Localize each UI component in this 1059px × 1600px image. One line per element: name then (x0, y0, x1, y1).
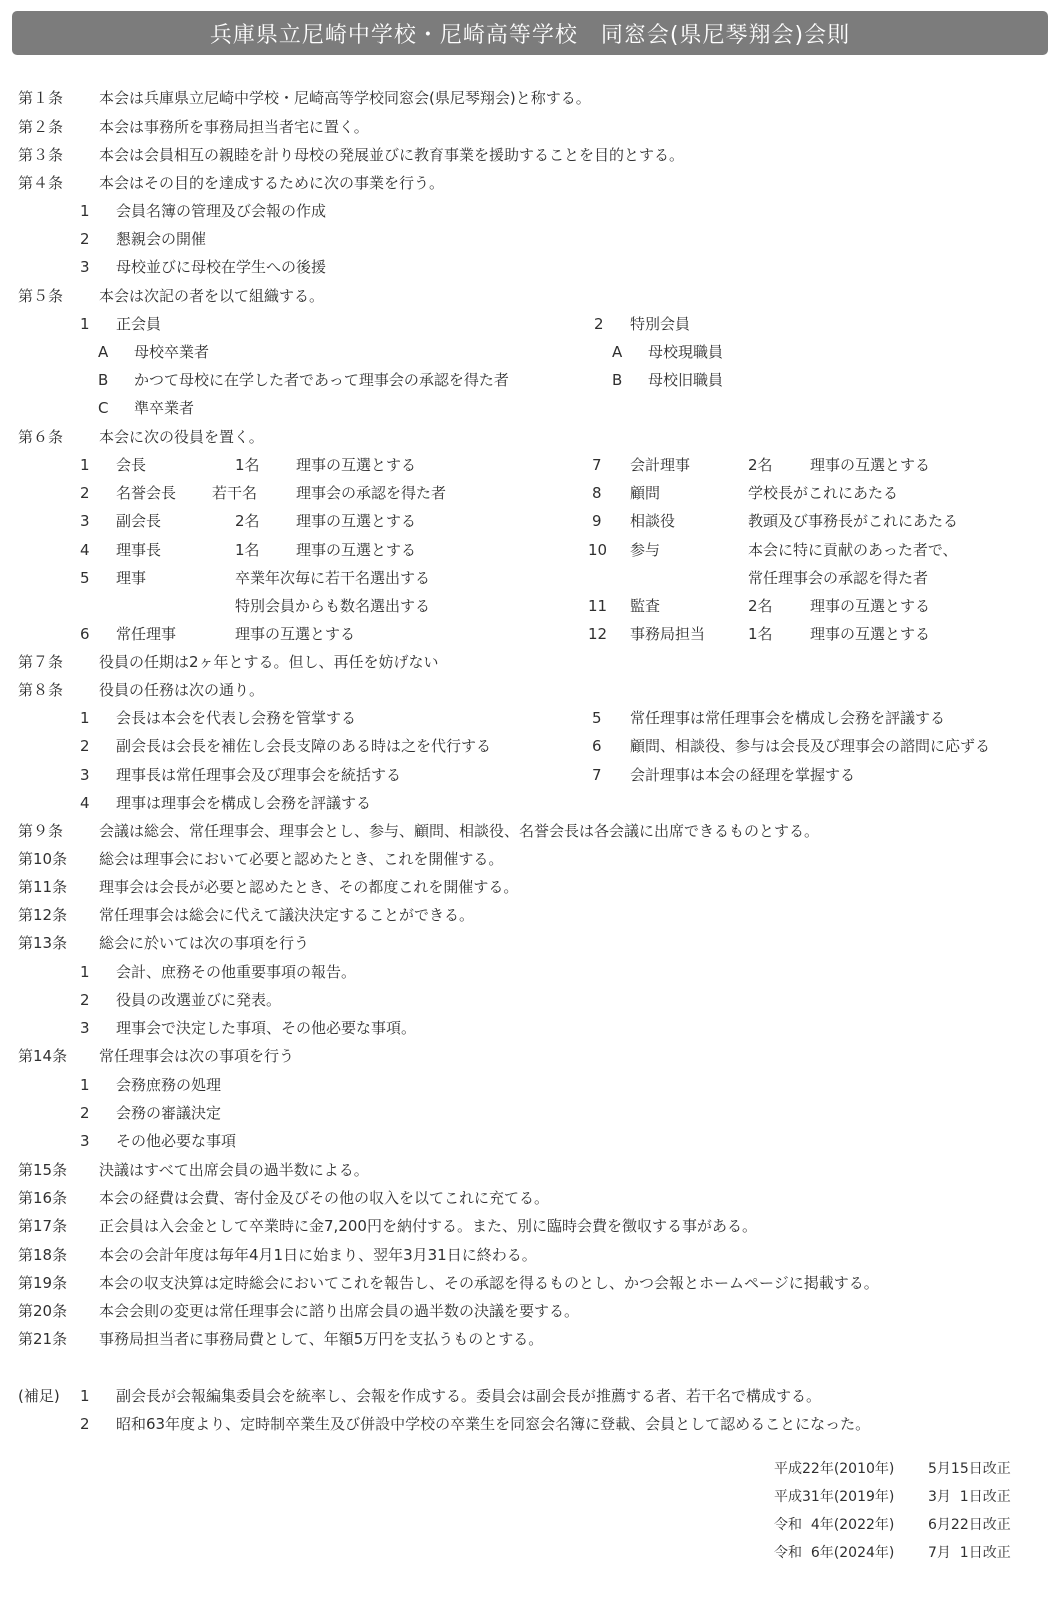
item-number: 2 (80, 1104, 90, 1122)
item-number: 3 (80, 258, 90, 276)
revision-date: 7月 1日改正 (928, 1545, 1011, 1561)
article-label: 第18条 (18, 1246, 68, 1264)
article-text: 本会の会計年度は毎年4月1日に始まり、翌年3月31日に終わる。 (99, 1246, 537, 1264)
member-type-number: 1 (80, 315, 90, 333)
officer-count: 1名 (235, 541, 260, 559)
member-subitem-text: かつて母校に在学した者であって理事会の承認を得た者 (134, 371, 509, 389)
duty-text: 会長は本会を代表し会務を管掌する (116, 709, 357, 727)
officer-role: 副会長 (116, 512, 162, 530)
officer-number: 1 (80, 456, 90, 474)
member-type-title: 特別会員 (630, 315, 691, 333)
officer-number: 10 (588, 541, 608, 559)
revision-era: 令和 4年(2022年) (774, 1517, 895, 1533)
duty-number: 2 (80, 737, 90, 755)
officer-count: 2名 (235, 512, 260, 530)
officer-desc: 卒業年次毎に若干名選出する (235, 569, 431, 587)
officer-desc: 教頭及び事務長がこれにあたる (748, 512, 959, 530)
member-type-title: 正会員 (116, 315, 162, 333)
item-text: その他必要な事項 (116, 1132, 237, 1150)
officer-number: 3 (80, 512, 90, 530)
article-label: 第14条 (18, 1047, 68, 1065)
item-text: 会務の審議決定 (116, 1104, 222, 1122)
officer-role: 顧問 (630, 484, 661, 502)
article-text: 総会に於いては次の事項を行う (99, 934, 310, 952)
duty-text: 副会長は会長を補佐し会長支障のある時は之を代行する (116, 737, 492, 755)
article-text: 決議はすべて出席会員の過半数による。 (99, 1161, 369, 1179)
item-text: 会務庶務の処理 (116, 1076, 222, 1094)
article-text: 正会員は入会金として卒業時に金7,200円を納付する。また、別に臨時会費を徴収する事がある。 (99, 1217, 757, 1235)
officer-role: 名誉会長 (116, 484, 177, 502)
officer-desc: 理事の互選とする (810, 597, 931, 615)
officer-number: 8 (592, 484, 602, 502)
officer-number: 4 (80, 541, 90, 559)
duty-text: 常任理事は常任理事会を構成し会務を評議する (630, 709, 946, 727)
officer-role: 事務局担当 (630, 625, 706, 643)
member-subitem-key: B (612, 371, 623, 389)
article-label: 第16条 (18, 1189, 68, 1207)
article-label: 第11条 (18, 878, 68, 896)
revision-era: 平成31年(2019年) (774, 1489, 895, 1505)
item-text: 会員名簿の管理及び会報の作成 (116, 202, 327, 220)
officer-count: 1名 (235, 456, 260, 474)
duty-text: 会計理事は本会の経理を掌握する (630, 766, 856, 784)
officer-role: 会長 (116, 456, 147, 474)
item-text: 母校並びに母校在学生への後援 (116, 258, 327, 276)
officer-number: 12 (588, 625, 608, 643)
member-subitem-text: 準卒業者 (134, 399, 195, 417)
officer-desc: 本会に特に貢献のあった者で、 (748, 541, 958, 559)
item-number: 1 (80, 1076, 90, 1094)
officer-number: 11 (588, 597, 608, 615)
article-label: 第４条 (18, 174, 64, 192)
article-label: 第８条 (18, 681, 64, 699)
officer-role: 会計理事 (630, 456, 691, 474)
item-text: 懇親会の開催 (116, 230, 207, 248)
officer-role: 常任理事 (116, 625, 177, 643)
officer-count: 1名 (748, 625, 773, 643)
officer-number: 9 (592, 512, 602, 530)
officer-desc: 学校長がこれにあたる (748, 484, 899, 502)
article-text: 本会は事務所を事務局担当者宅に置く。 (99, 118, 369, 136)
officer-desc: 理事会の承認を得た者 (296, 484, 447, 502)
officer-count: 2名 (748, 597, 773, 615)
officer-role: 相談役 (630, 512, 676, 530)
officer-desc: 理事の互選とする (810, 625, 931, 643)
article-text: 役員の任務は次の通り。 (99, 681, 265, 699)
officer-number: 5 (80, 569, 90, 587)
article-label: 第５条 (18, 287, 64, 305)
duty-number: 5 (592, 709, 602, 727)
officer-desc: 理事の互選とする (235, 625, 356, 643)
item-text: 役員の改選並びに発表。 (116, 991, 282, 1009)
item-number: 3 (80, 1019, 90, 1037)
member-subitem-key: A (98, 343, 109, 361)
article-text: 本会に次の役員を置く。 (99, 428, 264, 446)
revision-era: 平成22年(2010年) (774, 1461, 895, 1477)
duty-number: 4 (80, 794, 90, 812)
article-text: 総会は理事会において必要と認めたとき、これを開催する。 (99, 850, 504, 868)
officer-role: 理事 (116, 569, 147, 587)
item-number: 2 (80, 991, 90, 1009)
officer-desc: 理事の互選とする (296, 512, 417, 530)
item-number: 1 (80, 202, 90, 220)
article-label: 第15条 (18, 1161, 68, 1179)
duty-number: 6 (592, 737, 602, 755)
article-text: 本会は兵庫県立尼崎中学校・尼崎高等学校同窓会(県尼琴翔会)と称する。 (99, 89, 591, 107)
officer-role: 参与 (630, 541, 661, 559)
article-text: 理事会は会長が必要と認めたとき、その都度これを開催する。 (99, 878, 519, 896)
article-label: 第１条 (18, 89, 64, 107)
duty-text: 顧問、相談役、参与は会長及び理事会の諮問に応ずる (630, 737, 991, 755)
member-subitem-text: 母校旧職員 (648, 371, 724, 389)
document-title-bar (12, 11, 1048, 55)
officer-count: 若干名 (212, 484, 258, 502)
article-text: 本会の経費は会費、寄付金及びその他の収入を以てこれに充てる。 (99, 1189, 550, 1207)
duty-text: 理事は理事会を構成し会務を評議する (116, 794, 372, 812)
item-text: 理事会で決定した事項、その他必要な事項。 (116, 1019, 417, 1037)
article-text: 役員の任期は2ヶ年とする。但し、再任を妨げない (99, 653, 439, 671)
supplement-text: 昭和63年度より、定時制卒業生及び併設中学校の卒業生を同窓会名簿に登載、会員として認めることになった。 (116, 1415, 871, 1433)
officer-desc: 理事の互選とする (296, 456, 417, 474)
revision-era: 令和 6年(2024年) (774, 1545, 895, 1561)
revision-date: 6月22日改正 (928, 1517, 1011, 1533)
officer-desc: 理事の互選とする (810, 456, 931, 474)
officer-number: 2 (80, 484, 90, 502)
officer-role: 監査 (630, 597, 661, 615)
revision-date: 3月 1日改正 (928, 1489, 1011, 1505)
document-title: 兵庫県立尼崎中学校・尼崎高等学校 同窓会(県尼琴翔会)会則 (209, 22, 851, 48)
article-label: 第12条 (18, 906, 68, 924)
duty-number: 7 (592, 766, 602, 784)
supplement-number: 2 (80, 1415, 90, 1433)
article-label: 第19条 (18, 1274, 68, 1292)
item-text: 会計、庶務その他重要事項の報告。 (116, 963, 357, 981)
item-number: 2 (80, 230, 90, 248)
officer-role: 理事長 (116, 541, 162, 559)
member-subitem-key: B (98, 371, 109, 389)
member-type-number: 2 (594, 315, 604, 333)
article-label: 第20条 (18, 1302, 68, 1320)
duty-text: 理事長は常任理事会及び理事会を統括する (116, 766, 402, 784)
member-subitem-key: C (98, 399, 109, 417)
supplement-label: (補足) (18, 1387, 60, 1405)
article-label: 第７条 (18, 653, 64, 671)
article-label: 第21条 (18, 1330, 68, 1348)
officer-desc: 理事の互選とする (296, 541, 417, 559)
article-text: 常任理事会は次の事項を行う (99, 1047, 295, 1065)
duty-number: 3 (80, 766, 90, 784)
member-subitem-text: 母校卒業者 (134, 343, 210, 361)
officer-desc: 常任理事会の承認を得た者 (748, 569, 929, 587)
article-text: 常任理事会は総会に代えて議決決定することができる。 (99, 906, 475, 924)
item-number: 1 (80, 963, 90, 981)
duty-number: 1 (80, 709, 90, 727)
article-label: 第17条 (18, 1217, 68, 1235)
article-text: 本会の収支決算は定時総会においてこれを報告し、その承認を得るものとし、かつ会報とホームページに掲載する。 (99, 1274, 879, 1292)
revision-date: 5月15日改正 (928, 1461, 1011, 1477)
article-text: 本会は会員相互の親睦を計り母校の発展並びに教育事業を援助することを目的とする。 (99, 146, 685, 164)
article-text: 本会会則の変更は常任理事会に諮り出席会員の過半数の決議を要する。 (99, 1302, 580, 1320)
article-label: 第６条 (18, 428, 64, 446)
officer-count: 2名 (748, 456, 773, 474)
officer-number: 6 (80, 625, 90, 643)
supplement-text: 副会長が会報編集委員会を統率し、会報を作成する。委員会は副会長が推薦する者、若干名で構成する。 (116, 1387, 822, 1405)
article-text: 本会はその目的を達成するために次の事業を行う。 (99, 174, 445, 192)
item-number: 3 (80, 1132, 90, 1150)
article-label: 第９条 (18, 822, 64, 840)
article-label: 第２条 (18, 118, 64, 136)
officer-number: 7 (592, 456, 602, 474)
article-label: 第13条 (18, 934, 68, 952)
article-text: 会議は総会、常任理事会、理事会とし、参与、顧問、相談役、名誉会長は各会議に出席できるものとする。 (99, 822, 820, 840)
article-label: 第３条 (18, 146, 64, 164)
officer-desc: 特別会員からも数名選出する (235, 597, 431, 615)
member-subitem-text: 母校現職員 (648, 343, 724, 361)
supplement-number: 1 (80, 1387, 90, 1405)
member-subitem-key: A (612, 343, 623, 361)
article-label: 第10条 (18, 850, 68, 868)
article-text: 事務局担当者に事務局費として、年額5万円を支払うものとする。 (99, 1330, 544, 1348)
article-text: 本会は次記の者を以て組織する。 (99, 287, 325, 305)
